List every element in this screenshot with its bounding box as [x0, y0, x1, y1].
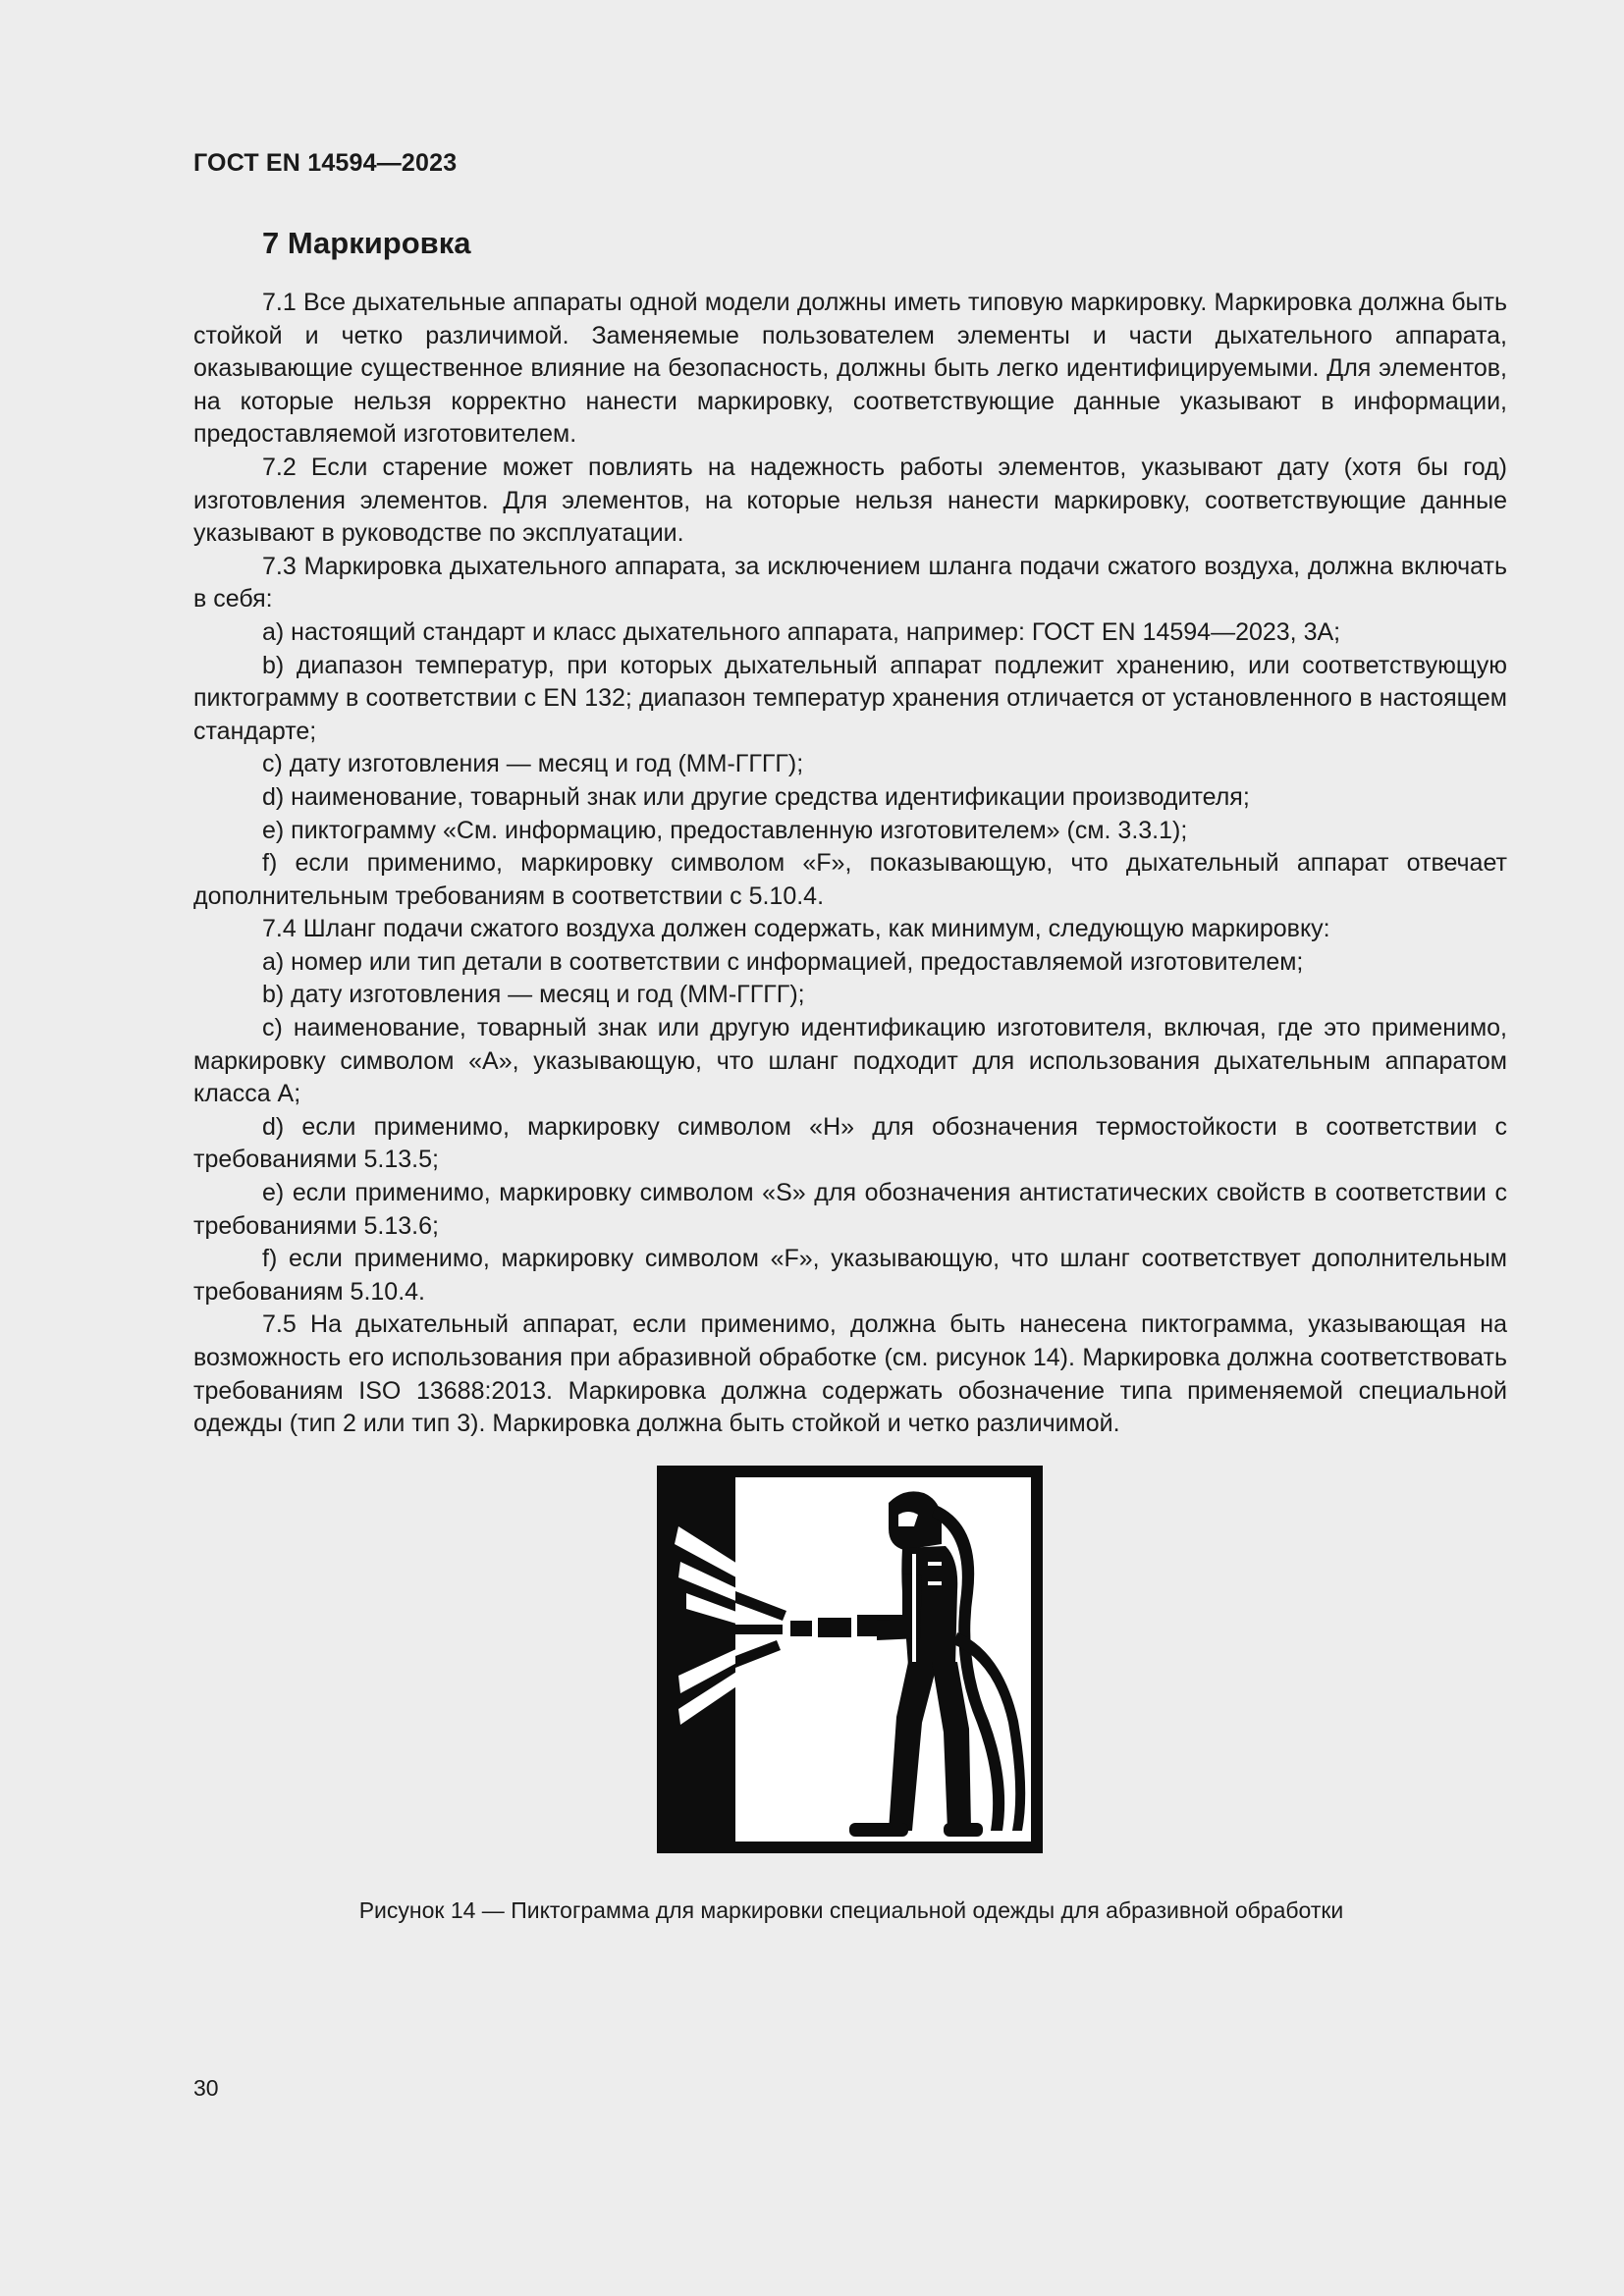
- list-item-7-4-a: a) номер или тип детали в соответствии с информацией, предоставляемой изготовителем;: [262, 947, 1304, 976]
- list-item-7-3-e: e) пиктограмму «См. информацию, предоставленную изготовителем» (см. 3.3.1);: [262, 816, 1188, 844]
- list-item-7-3-b: b) диапазон температур, при которых дыхательный аппарат подлежит хранению, или соответствующую пиктограмму в соответствии с EN 132; диапазон температур хранения отличается от установленного в настоящем стандарте;: [193, 651, 1507, 745]
- paragraph-7-4: 7.4 Шланг подачи сжатого воздуха должен содержать, как минимум, следующую маркировку:: [262, 915, 1330, 943]
- paragraph-7-5: 7.5 На дыхательный аппарат, если применимо, должна быть нанесена пиктограмма, указывающая на возможность его использования при абразивной обработке (см. рисунок 14). Маркировка должна соответствовать требованиям ISO 13688:2013. Маркировка должна содержать обозначение типа применяемой специальной одежды (тип 2 или тип 3). Маркировка должна быть стойкой и четко различимой.: [193, 1310, 1507, 1438]
- section-title: 7 Маркировка: [262, 226, 471, 260]
- list-item-7-3-d: d) наименование, товарный знак или другие средства идентификации производителя;: [262, 782, 1250, 811]
- list-item-7-4-e: e) если применимо, маркировку символом «S» для обозначения антистатических свойств в соответствии с требованиями 5.13.6;: [193, 1179, 1507, 1240]
- abrasive-blasting-pictogram-icon: [657, 1466, 1043, 1853]
- section-body: [193, 287, 1507, 1441]
- list-item-7-4-b: b) дату изготовления — месяц и год (ММ-ГГГГ);: [262, 981, 805, 1009]
- list-item-7-4-c: c) наименование, товарный знак или другую идентификацию изготовителя, включая, где это применимо, маркировку символом «А», указывающую, что шланг подходит для использования дыхательным аппаратом класса А;: [193, 1014, 1507, 1108]
- figure-14: [657, 1466, 1043, 1853]
- document-header: ГОСТ EN 14594—2023: [193, 149, 458, 177]
- paragraph-7-1: 7.1 Все дыхательные аппараты одной модели должны иметь типовую маркировку. Маркировка должна быть стойкой и четко различимой. Заменяемые пользователем элементы и части дыхательного аппарата, оказывающие существенное влияние на безопасность, должны быть легко идентифицируемыми. Для элементов, на которые нельзя корректно нанести маркировку, соответствующие данные указывают в информации, предоставляемой изготовителем.: [193, 289, 1507, 449]
- page-number: 30: [193, 2075, 219, 2101]
- list-item-7-4-d: d) если применимо, маркировку символом «Н» для обозначения термостойкости в соответствии с требованиями 5.13.5;: [193, 1112, 1507, 1174]
- paragraph-7-3: 7.3 Маркировка дыхательного аппарата, за исключением шланга подачи сжатого воздуха, должна включать в себя:: [193, 552, 1507, 614]
- list-item-7-3-a: a) настоящий стандарт и класс дыхательного аппарата, например: ГОСТ EN 14594—2023, 3А;: [262, 617, 1341, 646]
- paragraph-7-2: 7.2 Если старение может повлиять на надежность работы элементов, указывают дату (хотя бы год) изготовления элементов. Для элементов, на которые нельзя нанести маркировку, соответствующие данные указывают в руководстве по эксплуатации.: [193, 453, 1507, 548]
- list-item-7-3-c: c) дату изготовления — месяц и год (ММ-ГГГГ);: [262, 750, 804, 778]
- list-item-7-4-f: f) если применимо, маркировку символом «F», указывающую, что шланг соответствует дополнительным требованиям 5.10.4.: [193, 1245, 1507, 1306]
- figure-caption: Рисунок 14 — Пиктограмма для маркировки специальной одежды для абразивной обработки: [358, 1897, 1344, 1923]
- list-item-7-3-f: f) если применимо, маркировку символом «F», показывающую, что дыхательный аппарат отвечает дополнительным требованиям в соответствии с 5.10.4.: [193, 849, 1507, 910]
